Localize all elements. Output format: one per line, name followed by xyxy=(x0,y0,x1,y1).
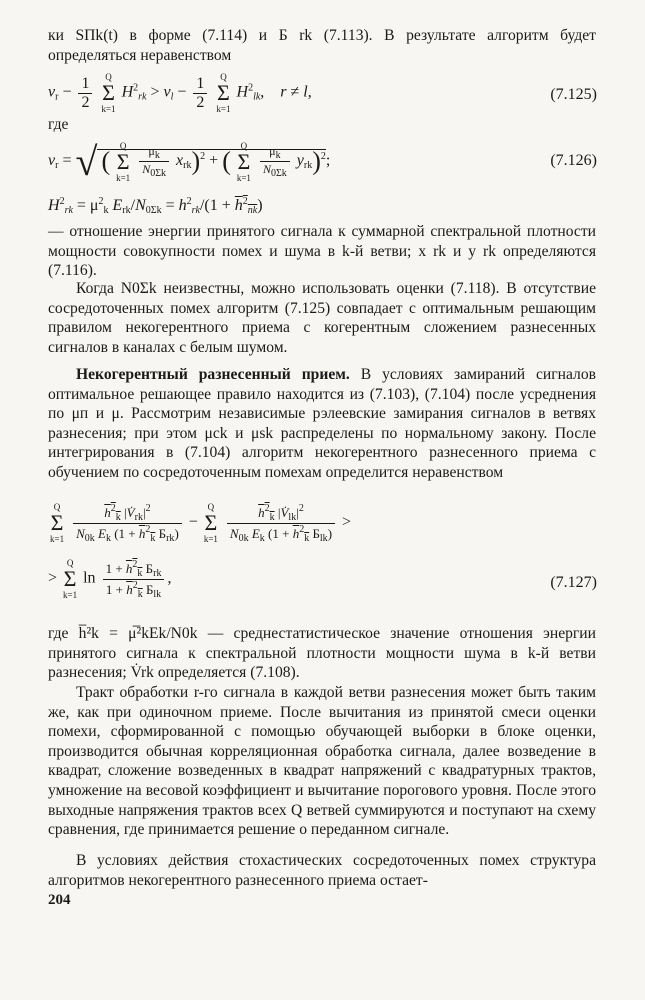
word-where: где xyxy=(48,116,69,133)
sum-symbol: Q Σ k=1 xyxy=(101,72,116,114)
paragraph-stochastic: В условиях действия стохастических сосредоточенных помех структура алгоритмов некогерентного разнесенного приема остает- xyxy=(48,852,596,889)
equation-number: (7.126) xyxy=(550,152,597,169)
equation-7-127-line1: Q Σ k=1 $\frac{h^2_k |V̇_{rk}|^2}{N_{0k} E_k (1 + h^2_k Б_{rk})}$ − Q Σ k=1 $\frac{h^2_k |V̇_{lk}|^2}{N_{0k} E_k (1 + h^2_k Б_{lk})}$ > xyxy=(50,502,352,544)
sum-symbol: Q Σ k=1 xyxy=(216,72,231,114)
sum-symbol: Q Σ k=1 xyxy=(203,502,218,544)
sum-symbol: Q Σ k=1 xyxy=(236,140,251,183)
equation-7-127-line2: > Q Σ k=1 ln $\frac{1 + h^2_k Б_{rk}}{1 + h^2_k Б_{lk}}$ , xyxy=(48,558,172,600)
fraction-mu-n: $\frac{\mu_k}{N_{0\Sigma k}}$ xyxy=(139,144,169,179)
sum-symbol: Q Σ k=1 xyxy=(63,558,78,600)
paragraph-unknown-noise: Когда N0Σk неизвестны, можно использовать оценки (7.118). В отсутствие сосредоточенных помех алгоритм (7.125) совпадает с оптимальным решающим правилом некогерентного приема с когерентным сложением разнесенных сигналов в каналах с белым шумом. xyxy=(48,280,596,356)
equation-7-125: $v_r$ − $\frac{1}{2}$ Q Σ k=1 $H^2_{rk} > v_l$ − $\frac{1}{2}$ Q Σ k=1 $H^2_{lk}$, r ≠ l, xyxy=(48,72,312,114)
equation-7-126: $v_r$ = √ ( Q Σ k=1 $\frac{\mu_k}{N_{0\Sigma k}}$ $x_{rk})^2$ + ( Q Σ k=1 $\frac{\mu_k}{N_{0\Sigma k}}$ $y_{rk})^2$; xyxy=(48,139,331,184)
paragraph-intro: ки SΠk(t) в форме (7.114) и Б rk (7.113). В результате алгоритм будет определяться неравенством xyxy=(48,27,596,64)
equation-number: (7.127) xyxy=(550,574,597,591)
paragraph-noncoherent: Некогерентный разнесенный прием. В условиях замираний сигналов оптимальное решающее правило находится из (7.103), (7.104) после усреднения по μп и μ. Рассмотрим независимые рэлеевские замирания сигналов в ветвях разнесения; при этом μck и μsk распределены по нормальному закону. После интегрирования в (7.104) алгоритм некогерентного разнесенного приема с обучением по сосредоточенным помехам определится неравенством xyxy=(48,366,596,481)
fraction-term-l: $\frac{h^2_k |V̇_{lk}|^2}{N_{0k} E_k (1 + h^2_k Б_{lk})}$ xyxy=(227,503,335,544)
equation-h-definition: $H^2_{rk} = \mu^2_k$ $E_{rk}/N_{0\Sigma k} = h^2_{rk}/(1 + h^2_{пk})$ xyxy=(48,196,263,216)
fraction-mu-n: $\frac{\mu_k}{N_{0\Sigma k}}$ xyxy=(260,144,290,179)
sum-symbol: Q Σ k=1 xyxy=(50,502,65,544)
paragraph-where-h: где h̅²k = μ̅²kEk/N0k — среднестатистическое значение отношения энергии принятого сигнала к спектральной плотности мощности шума в k-й ветви разнесения; V̇rk определяется (7.108). xyxy=(48,625,596,682)
fraction-half: $\frac{1}{2}$ xyxy=(78,75,92,112)
section-heading: Некогерентный разнесенный прием. xyxy=(76,366,350,383)
page-number: 204 xyxy=(48,892,71,908)
fraction-log: $\frac{1 + h^2_k Б_{rk}}{1 + h^2_k Б_{lk}}$ xyxy=(103,559,165,600)
fraction-half: $\frac{1}{2}$ xyxy=(193,75,207,112)
fraction-term-r: $\frac{h^2_k |V̇_{rk}|^2}{N_{0k} E_k (1 + h^2_k Б_{rk})}$ xyxy=(73,503,182,544)
paragraph-processing-path: Тракт обработки r-го сигнала в каждой ветви разнесения может быть таким же, как при одиночном приеме. После вычитания из принятой смеси оценки помехи, сформированной с помощью обучающей выборки в блоке оценки, производится обычная корреляционная обработка сигнала, далее возведение в квадрат, сложение возведенных в квадрат напряжений с квадратурных трактов, умножение на весовой коэффициент и вычитание порогового уровня. После этого выходные напряжения трактов всех Q ветвей суммируются и поступают на схему сравнения, где принимается решение о переданном сигнале. xyxy=(48,684,596,839)
paragraph-definition: — отношение энергии принятого сигнала к суммарной спектральной плотности мощности совокупности помех и шума в k-й ветви; x rk и y rk определяются (7.116). xyxy=(48,223,596,280)
sum-symbol: Q Σ k=1 xyxy=(116,140,131,183)
equation-number: (7.125) xyxy=(550,86,597,103)
